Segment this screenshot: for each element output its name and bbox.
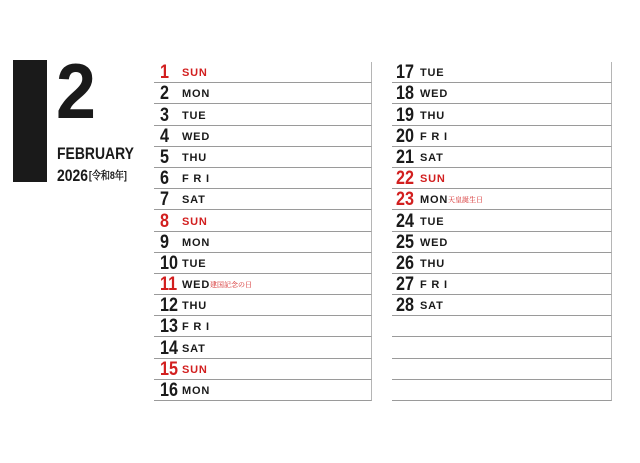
weekday-label: F R I [182, 173, 210, 186]
weekday-label: SUN [182, 363, 208, 376]
month-accent-bar [13, 60, 47, 182]
day-row [154, 253, 372, 274]
day-number: 14 [160, 337, 178, 359]
day-row [392, 83, 612, 104]
day-row [154, 168, 372, 189]
holiday-label: 建国記念の日 [210, 281, 252, 290]
day-row [154, 380, 372, 401]
day-row [392, 274, 612, 295]
day-row [392, 380, 612, 401]
day-number: 1 [160, 62, 169, 84]
day-row [154, 147, 372, 168]
weekday-label: SUN [182, 67, 208, 80]
holiday-label: 天皇誕生日 [448, 196, 483, 205]
day-row [154, 210, 372, 231]
day-number: 9 [160, 231, 169, 253]
day-number: 12 [160, 295, 178, 317]
day-row [154, 337, 372, 358]
day-row [392, 126, 612, 147]
weekday-label: SAT [182, 342, 206, 355]
day-number: 23 [396, 189, 414, 211]
weekday-label: WED [182, 279, 211, 292]
weekday-label: THU [182, 151, 208, 164]
weekday-label: WED [182, 130, 211, 143]
weekday-label: THU [182, 300, 208, 313]
day-number: 4 [160, 125, 169, 147]
day-number: 26 [396, 252, 414, 274]
day-row [154, 189, 372, 210]
weekday-label: MON [420, 194, 449, 207]
weekday-label: F R I [420, 279, 448, 292]
day-row [392, 210, 612, 231]
day-number: 11 [160, 274, 178, 296]
day-row [392, 359, 612, 380]
day-row [392, 168, 612, 189]
day-number: 7 [160, 189, 169, 211]
weekday-label: TUE [182, 257, 207, 270]
day-row [392, 62, 612, 83]
weekday-label: WED [420, 88, 449, 101]
month-name: FEBRUARY [57, 144, 134, 163]
day-row [154, 295, 372, 316]
day-number: 6 [160, 168, 169, 190]
weekday-label: SUN [182, 215, 208, 228]
day-row [154, 104, 372, 125]
weekday-label: F R I [182, 321, 210, 334]
day-number: 22 [396, 168, 414, 190]
day-row [154, 83, 372, 104]
weekday-label: SAT [420, 300, 444, 313]
day-number: 27 [396, 274, 414, 296]
weekday-label: TUE [420, 67, 445, 80]
day-number: 21 [396, 146, 414, 168]
day-number: 5 [160, 146, 169, 168]
day-row [392, 295, 612, 316]
day-row [154, 62, 372, 83]
weekday-label: MON [182, 88, 211, 101]
day-row [392, 189, 612, 210]
day-number: 10 [160, 252, 178, 274]
weekday-label: THU [420, 109, 446, 122]
day-number: 3 [160, 104, 169, 126]
day-row [392, 147, 612, 168]
day-row [154, 316, 372, 337]
weekday-label: F R I [420, 130, 448, 143]
day-number: 28 [396, 295, 414, 317]
day-row [392, 337, 612, 358]
day-row [154, 359, 372, 380]
year-line [57, 166, 127, 186]
day-number: 8 [160, 210, 169, 232]
weekday-label: WED [420, 236, 449, 249]
day-number: 19 [396, 104, 414, 126]
weekday-label: THU [420, 257, 446, 270]
day-row [154, 126, 372, 147]
year: 2026 [57, 166, 89, 185]
weekday-label: TUE [420, 215, 445, 228]
day-row [154, 274, 372, 295]
weekday-label: MON [182, 236, 211, 249]
era-label: [令和8年] [88, 170, 127, 182]
weekday-label: MON [182, 385, 211, 397]
left-day-column [154, 62, 372, 401]
day-number: 16 [160, 380, 178, 401]
day-row [154, 232, 372, 253]
day-number: 15 [160, 358, 178, 380]
day-number: 2 [160, 83, 169, 105]
day-number: 18 [396, 83, 414, 105]
day-number: 20 [396, 125, 414, 147]
day-number: 24 [396, 210, 414, 232]
right-day-column [392, 62, 612, 401]
weekday-label: SAT [182, 194, 206, 207]
weekday-label: SUN [420, 173, 446, 186]
day-number: 17 [396, 62, 414, 84]
weekday-label: SAT [420, 151, 444, 164]
day-number: 13 [160, 316, 178, 338]
day-row [392, 253, 612, 274]
day-row [392, 104, 612, 125]
month-number: 2 [56, 47, 95, 135]
weekday-label: TUE [182, 109, 207, 122]
day-row [392, 316, 612, 337]
day-number: 25 [396, 231, 414, 253]
day-row [392, 232, 612, 253]
